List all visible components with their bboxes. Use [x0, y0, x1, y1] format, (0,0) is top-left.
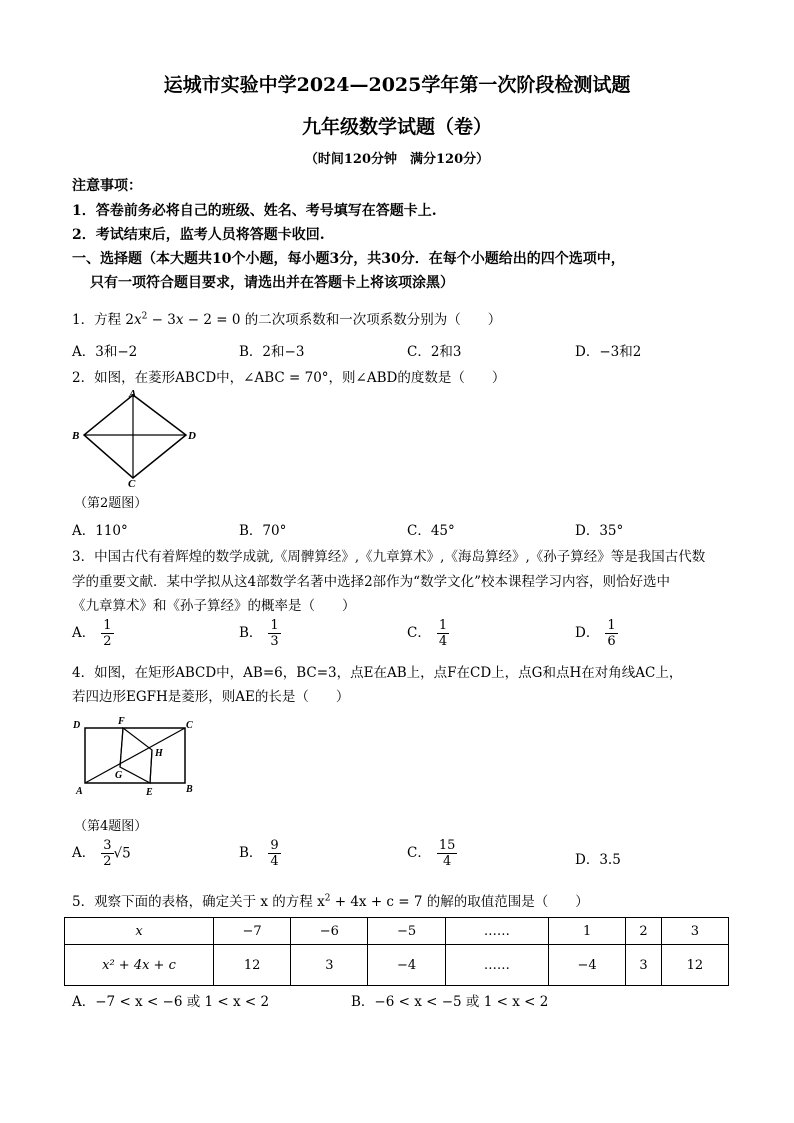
denominator: 4 — [442, 854, 452, 869]
q3-option-a-letter: A． — [72, 625, 96, 641]
q5-option-b: B．−6 < x < −5 或 1 < x < 2 — [351, 994, 549, 1010]
table-cell: …… — [445, 945, 548, 986]
q4-option-d: D．3.5 — [575, 852, 621, 868]
numerator: 1 — [438, 618, 448, 633]
label-e: E — [146, 787, 153, 798]
q4-rectangle-figure — [70, 712, 200, 798]
numerator: 1 — [270, 618, 279, 633]
denominator: 6 — [607, 634, 616, 649]
q2-option-c: C．45° — [407, 523, 455, 539]
exam-title: 运城市实验中学2024—2025学年第一次阶段检测试题 — [163, 74, 631, 96]
table-cell: 12 — [214, 945, 291, 986]
q2-option-a: A．110° — [72, 523, 128, 539]
vertex-label-c: C — [128, 478, 136, 488]
label-b: B — [186, 784, 193, 795]
table-cell: 1 — [549, 918, 626, 945]
note-item-1: 1．答卷前务必将自己的班级、姓名、考号填写在答题卡上. — [72, 203, 437, 219]
q5-text-pre: 5．观察下面的表格，确定关于 x 的方程 x — [72, 894, 325, 910]
table-cell: 3 — [626, 945, 662, 986]
q5-exponent: 2 — [324, 893, 331, 904]
question-1 — [72, 308, 501, 328]
q4-option-a-fraction — [101, 838, 113, 869]
q1-option-a: A．3和−2 — [72, 344, 138, 360]
denominator: 2 — [103, 634, 112, 649]
q4-option-b — [239, 838, 281, 869]
question-3-line1: 3．中国古代有着辉煌的数学成就,《周髀算经》,《九章算术》,《海岛算经》,《孙子算经》等是我国古代数 — [72, 549, 706, 565]
q1-var-2: x — [175, 312, 184, 328]
table-cell: 2 — [626, 918, 662, 945]
segment-fg — [120, 728, 123, 767]
q5-option-a: A．−7 < x < −6 或 1 < x < 2 — [72, 994, 270, 1010]
q3-option-c — [407, 618, 449, 649]
exam-subtitle: 九年级数学试题（卷） — [301, 116, 492, 138]
q3-option-b-letter: B． — [239, 625, 263, 641]
q2-option-b: B．70° — [239, 523, 287, 539]
q2-option-d: D．35° — [575, 523, 624, 539]
table-cell: x² + 4x + c — [65, 945, 214, 986]
table-row — [65, 945, 729, 986]
table-cell: −6 — [291, 918, 368, 945]
q2-caption: （第2题图） — [74, 496, 148, 511]
q3-option-d-letter: D． — [575, 625, 600, 641]
table-cell: …… — [445, 918, 548, 945]
exam-meta: （时间120分钟 满分120分） — [304, 152, 490, 167]
numerator: 1 — [103, 618, 112, 633]
q1-option-d: D．−3和2 — [575, 344, 642, 360]
q4-option-c-fraction — [437, 838, 458, 869]
section-heading-line1: 一、选择题（本大题共10个小题，每小题3分，共30分．在每个小题给出的四个选项中， — [72, 251, 625, 267]
numerator: 9 — [270, 838, 279, 853]
q1-option-b: B．2和−3 — [239, 344, 305, 360]
numerator: 15 — [438, 838, 456, 853]
label-h: H — [155, 748, 163, 759]
numerator: 3 — [103, 838, 112, 853]
q3-option-c-letter: C． — [407, 625, 431, 641]
label-f: F — [118, 716, 125, 727]
table-cell: 3 — [291, 945, 368, 986]
q3-option-d — [575, 618, 618, 649]
q4-caption: （第4题图） — [74, 819, 148, 834]
label-d: D — [73, 720, 81, 731]
note-item-2: 2．考试结束后，监考人员将答题卡收回. — [72, 227, 325, 243]
vertex-label-b: B — [72, 430, 80, 442]
table-cell: −4 — [368, 945, 445, 986]
q3-option-c-fraction — [437, 618, 449, 649]
q3-option-a-fraction — [101, 618, 113, 649]
q1-var-1: x — [133, 312, 142, 328]
vertex-label-a: A — [129, 388, 137, 400]
q1-option-c: C．2和3 — [407, 344, 462, 360]
label-g: G — [115, 770, 123, 781]
table-cell: −5 — [368, 918, 445, 945]
section-heading-line2: 只有一项符合题目要求，请选出并在答题卡上将该项涂黑） — [90, 275, 454, 291]
vertex-label-d: D — [188, 430, 196, 442]
question-3-line2: 学的重要文献．某中学拟从这4部数学名著中选择2部作为“数学文化”校本课程学习内容，则恰好选中 — [72, 574, 670, 590]
q4-option-a-letter: A． — [72, 845, 96, 861]
q1-exponent: 2 — [141, 311, 148, 322]
q4-option-b-letter: B． — [239, 845, 263, 861]
table-cell: −4 — [549, 945, 626, 986]
rhombus-outline — [84, 395, 186, 478]
table-cell: −7 — [214, 918, 291, 945]
table-cell: 3 — [661, 918, 728, 945]
label-a: A — [76, 786, 83, 797]
q1-text-pre: 1．方程 2 — [72, 312, 134, 328]
q4-option-a — [72, 838, 131, 869]
q2-rhombus-figure — [70, 386, 210, 488]
notes-heading: 注意事项： — [72, 178, 142, 194]
q1-text-mid: − 3 — [147, 312, 176, 328]
segment-he — [150, 750, 152, 783]
denominator: 3 — [270, 634, 279, 649]
q5-value-table — [64, 917, 729, 986]
q3-option-b — [239, 618, 281, 649]
q4-option-c — [407, 838, 457, 869]
q1-text-post: − 2 = 0 的二次项系数和一次项系数分别为（ ） — [183, 312, 502, 328]
denominator: 4 — [270, 854, 279, 869]
q3-option-a — [72, 618, 114, 649]
question-4-line1: 4．如图，在矩形ABCD中，AB=6，BC=3，点E在AB上，点F在CD上，点G和点H在对角线AC上， — [72, 665, 683, 681]
denominator: 2 — [103, 854, 112, 869]
q5-text-post: + 4x + c = 7 的解的取值范围是（ ） — [330, 894, 589, 910]
question-2: 2．如图，在菱形ABCD中，∠ABC = 70°，则∠ABD的度数是（ ） — [72, 370, 506, 386]
q3-option-b-fraction — [268, 618, 280, 649]
table-cell: 12 — [661, 945, 728, 986]
question-4-line2: 若四边形EGFH是菱形，则AE的长是（ ） — [72, 689, 350, 705]
table-row — [65, 918, 729, 945]
q4-option-b-fraction — [268, 838, 280, 869]
q4-option-c-letter: C． — [407, 845, 431, 861]
question-3-line3: 《九章算术》和《孙子算经》的概率是（ ） — [72, 598, 356, 614]
question-5 — [72, 890, 589, 910]
label-c: C — [186, 720, 193, 731]
numerator: 1 — [607, 618, 616, 633]
q4-option-a-radical: √5 — [113, 845, 131, 862]
denominator: 4 — [438, 634, 448, 649]
table-cell: x — [65, 918, 214, 945]
q3-option-d-fraction — [605, 618, 617, 649]
